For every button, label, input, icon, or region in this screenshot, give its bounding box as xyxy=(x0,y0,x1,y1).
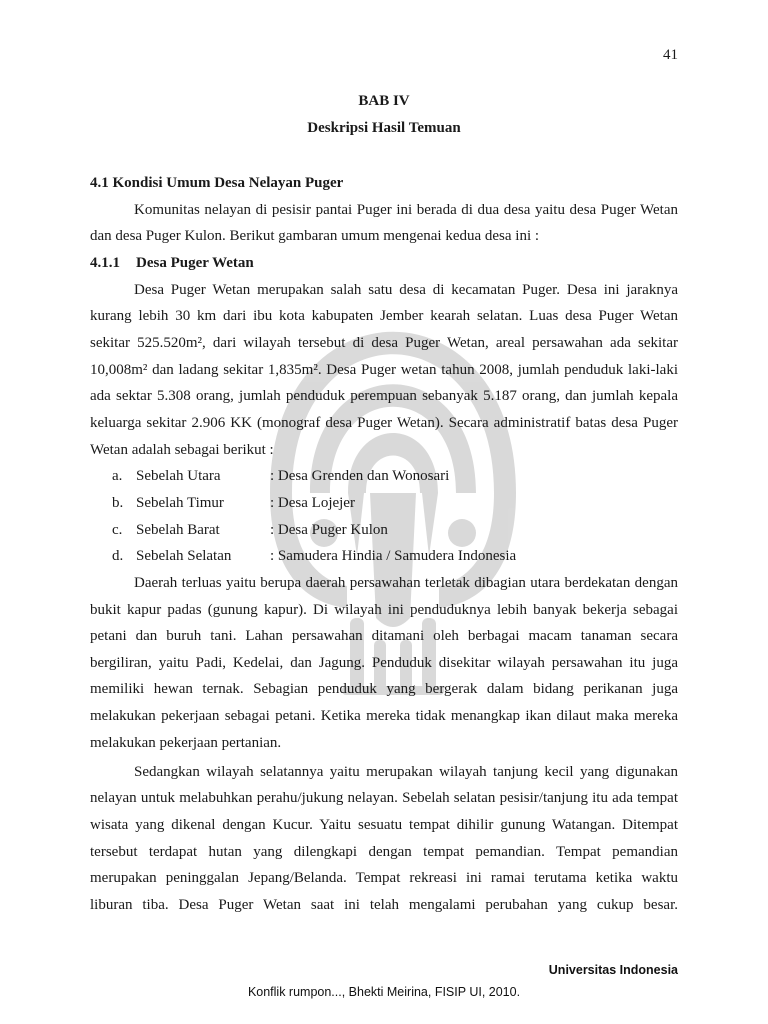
paragraph-line: memiliki hewan ternak. Sebagian penduduk yang bergerak dalam bidang perikanan juga xyxy=(90,681,678,698)
footer-institution: Universitas Indonesia xyxy=(548,963,678,977)
paragraph-line: Desa Puger Wetan merupakan salah satu desa di kecamatan Puger. Desa ini jaraknya xyxy=(134,281,678,298)
paragraph-line: Wetan adalah sebagai berikut : xyxy=(90,441,274,458)
list-label: Sebelah Barat xyxy=(136,521,220,538)
list-item xyxy=(90,517,678,544)
subsection-heading xyxy=(90,250,678,277)
paragraph-line: Komunitas nelayan di pesisir pantai Puger ini berada di dua desa yaitu desa Puger Wetan xyxy=(134,201,678,218)
paragraph-line: dan desa Puger Kulon. Berikut gambaran umum mengenai kedua desa ini : xyxy=(90,228,540,245)
list-label: Sebelah Selatan xyxy=(136,548,232,565)
subsection-number: 4.1.1 xyxy=(90,254,120,271)
paragraph xyxy=(90,197,678,250)
paragraph-line: Daerah terluas yaitu berupa daerah persawahan terletak dibagian utara berdekatan dengan xyxy=(134,574,678,591)
body-text xyxy=(90,170,678,919)
section-heading: 4.1 Kondisi Umum Desa Nelayan Puger xyxy=(90,175,344,191)
list-marker: c. xyxy=(112,521,123,538)
list-item xyxy=(90,490,678,517)
paragraph-line: tersebut terdapat hutan yang dilengkapi dengan tempat pemandian. Tempat pemandian xyxy=(90,843,678,860)
footer-citation: Konflik rumpon..., Bhekti Meirina, FISIP UI, 2010. xyxy=(247,985,521,999)
list-value: : Desa Lojejer xyxy=(270,494,355,511)
list-label: Sebelah Utara xyxy=(136,468,221,485)
paragraph-line: bukit kapur padas (gunung kapur). Di wilayah ini penduduknya lebih banyak bekerja sebagai xyxy=(90,601,678,618)
paragraph xyxy=(90,570,678,757)
list-item xyxy=(90,543,678,570)
paragraph-line: wisata yang dikenal dengan Kucur. Yaitu sesuatu tempat dihilir gunung Watangan. Ditempat xyxy=(90,817,678,834)
paragraph-line: Sedangkan wilayah selatannya yaitu merupakan wilayah tanjung kecil yang digunakan xyxy=(134,763,678,780)
list-marker: b. xyxy=(112,494,124,511)
paragraph-line: 10,008m² dan ladang sekitar 1,835m². Desa Puger wetan tahun 2008, jumlah penduduk laki-laki xyxy=(90,361,678,378)
list-item xyxy=(90,463,678,490)
boundary-list xyxy=(90,463,678,570)
page-number: 41 xyxy=(663,47,678,63)
list-marker: d. xyxy=(112,548,124,565)
paragraph-line: melakukan pekerjaan sebagai petani. Ketika mereka tidak menangkap ikan dilaut maka mereka xyxy=(90,708,678,725)
paragraph xyxy=(90,277,678,464)
list-value: : Samudera Hindia / Samudera Indonesia xyxy=(270,548,517,565)
paragraph-line: petani dan buruh tani. Lahan persawahan ditamani oleh berbagai macam tanaman secara xyxy=(90,628,678,645)
chapter-title: Deskripsi Hasil Temuan xyxy=(307,120,461,136)
list-label: Sebelah Timur xyxy=(136,494,224,511)
paragraph-line: bergiliran, yaitu Padi, Kedelai, dan Jagung. Penduduk disekitar wilayah persawahan itu juga xyxy=(90,654,678,671)
paragraph-line: melakukan pekerjaan pertanian. xyxy=(90,734,282,751)
paragraph-line: ada sektar 5.308 orang, jumlah penduduk perempuan sebanyak 5.187 orang, dan jumlah kepala xyxy=(90,388,678,405)
paragraph xyxy=(90,759,678,919)
list-value: : Desa Grenden dan Wonosari xyxy=(270,468,450,485)
paragraph-line: kurang lebih 30 km dari ibu kota kabupaten Jember kearah selatan. Luas desa Puger Wetan xyxy=(90,308,678,325)
list-value: : Desa Puger Kulon xyxy=(270,521,388,538)
paragraph-line: liburan tiba. Desa Puger Wetan saat ini telah mengalami perubahan yang cukup besar. xyxy=(90,897,678,914)
subsection-title: Desa Puger Wetan xyxy=(136,254,254,271)
paragraph-line: nelayan untuk melabuhkan perahu/jukung nelayan. Sebelah selatan pesisir/tanjung itu ada tempat xyxy=(90,790,678,807)
paragraph-line: sekitar 525.520m², dari wilayah tersebut di desa Puger Wetan, areal persawahan ada sekitar xyxy=(90,334,678,351)
paragraph-line: keluarga sekitar 2.906 KK (monograf desa Puger Wetan). Secara administratif batas desa Puger xyxy=(90,414,678,431)
paragraph-line: merupakan peninggalan Jepang/Belanda. Tempat rekreasi ini ramai terutama ketika waktu xyxy=(90,870,678,887)
chapter-label: BAB IV xyxy=(358,93,410,109)
list-marker: a. xyxy=(112,468,123,485)
